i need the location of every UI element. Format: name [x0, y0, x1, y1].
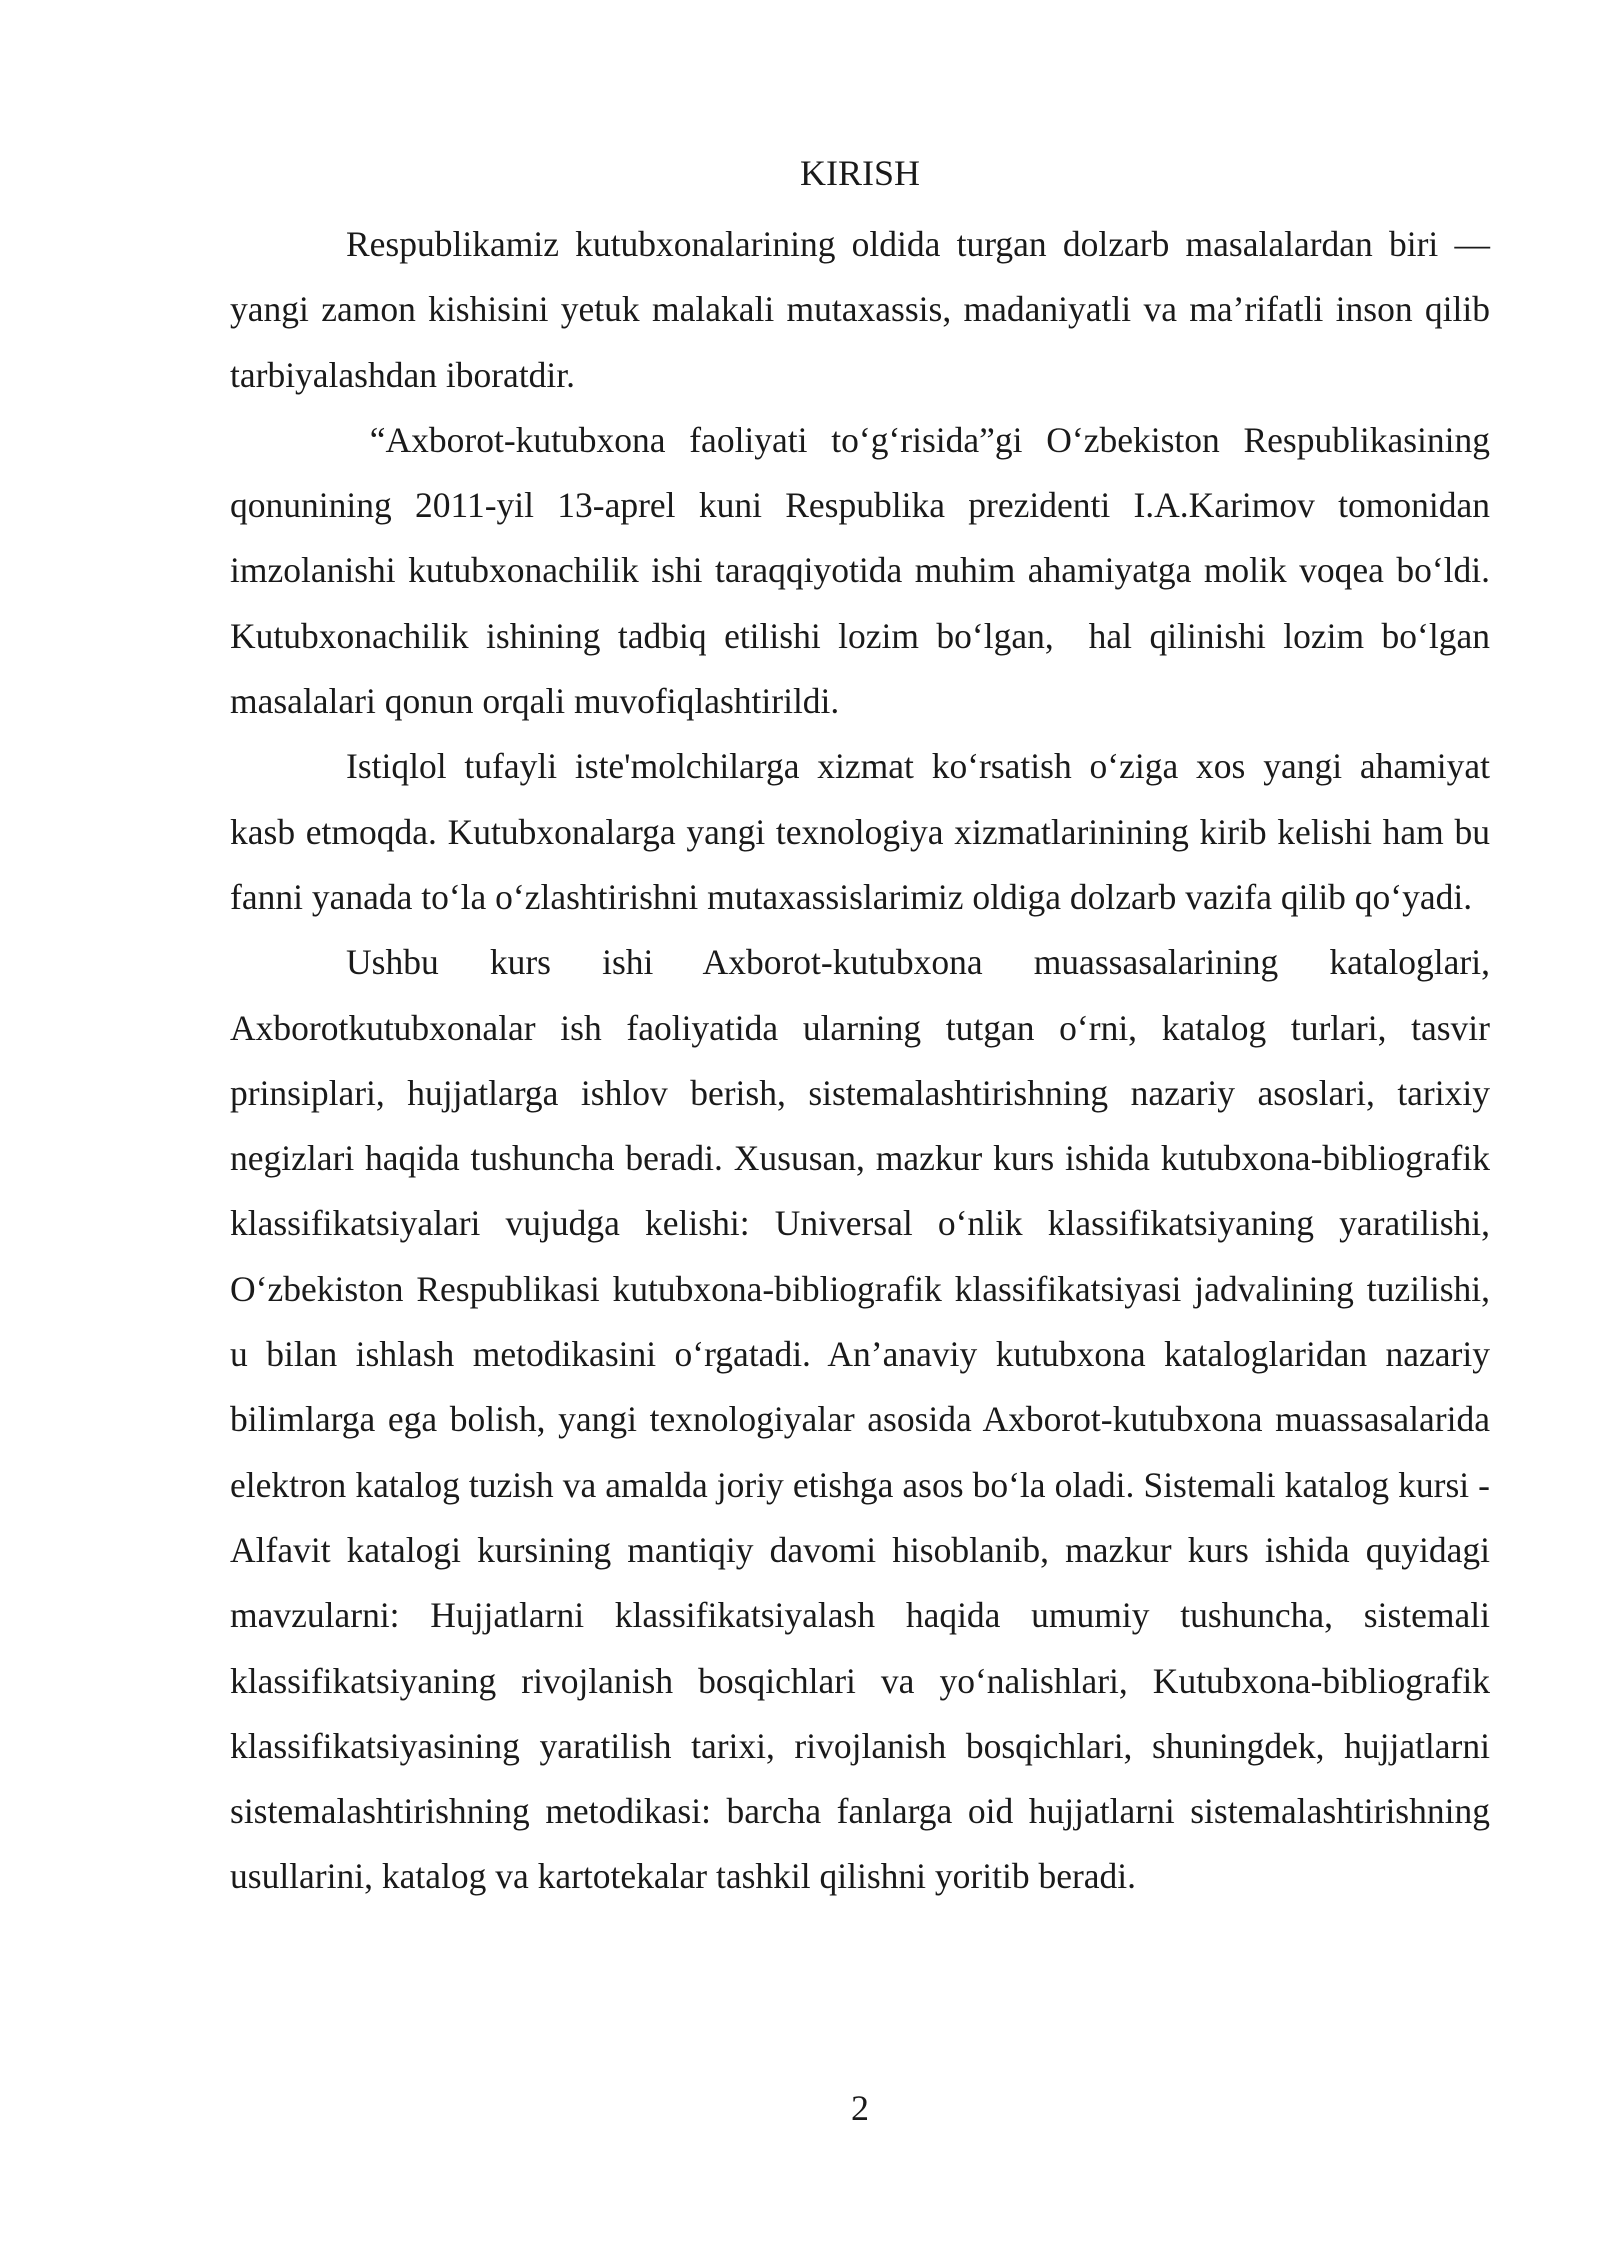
paragraph-4: Ushbu kurs ishi Axborot-kutubxona muassasalarining kataloglari, Axborotkutubxonalar ish faoliyatida ularning tutgan o‘rni, katalog turlari, tasvir prinsiplari, hujjatlarga ishlov berish, sistemalashtirishning nazariy asoslari, tarixiy negizlari haqida tushuncha beradi. Xususan, mazkur kurs ishida kutubxona-bibliografik klassifikatsiyalari vujudga kelishi: Universal o‘nlik klassifikatsiyaning yaratilishi, O‘zbekiston Respublikasi kutubxona-bibliografik klassifikatsiyasi jadvalining tuzilishi, u bilan ishlash metodikasini o‘rgatadi. An’anaviy kutubxona kataloglaridan nazariy bilimlarga ega bolish, yangi texnologiyalar asosida Axborot-kutubxona muassasalarida elektron katalog tuzish va amalda joriy etishga asos bo‘la oladi. Sistemali katalog kursi - Alfavit katalogi kursining mantiqiy davomi hisoblanib, mazkur kurs ishida quyidagi mavzularni: Hujjatlarni klassifikatsiyalash haqida umumiy tushuncha, sistemali klassifikatsiyaning rivojlanish bosqichlari va yo‘nalishlari, Kutubxona-bibliografik klassifikatsiyasining yaratilish tarixi, rivojlanish bosqichlari, shuningdek, hujjatlarni sistemalashtirishning metodikasi: barcha fanlarga oid hujjatlarni sistemalashtirishning usullarini, katalog va kartotekalar tashkil qilishni yoritib beradi. — [230, 942, 1490, 1897]
page-number: 2 — [851, 2088, 869, 2128]
body-text — [230, 212, 1499, 1910]
paragraph-3: Istiqlol tufayli iste'molchilarga xizmat ko‘rsatish o‘ziga xos yangi ahamiyat kasb etmoqda. Kutubxonalarga yangi texnologiya xizmatlarinining kirib kelishi ham bu fanni yanada to‘la o‘zlashtirishni mutaxassislarimiz oldiga dolzarb vazifa qilib qo‘yadi. — [230, 746, 1490, 917]
page-title: KIRISH — [799, 153, 920, 193]
paragraph-2: “Axborot-kutubxona faoliyati to‘g‘risida”gi O‘zbekiston Respublikasining qonunining 2011-yil 13-aprel kuni Respublika prezidenti I.A.Karimov tomonidan imzolanishi kutubxonachilik ishi taraqqiyotida muhim ahamiyatga molik voqea bo‘ldi. Kutubxonachilik ishining tadbiq etilishi lozim bo‘lgan, hal qilinishi lozim bo‘lgan masalalari qonun orqali muvofiqlashtirildi. — [230, 419, 1499, 722]
paragraph-1: Respublikamiz kutubxonalarining oldida turgan dolzarb masalalardan biri — yangi zamon kishisini yetuk malakali mutaxassis, madaniyatli va ma’rifatli inson qilib tarbiyalashdan iboratdir. — [230, 224, 1490, 395]
